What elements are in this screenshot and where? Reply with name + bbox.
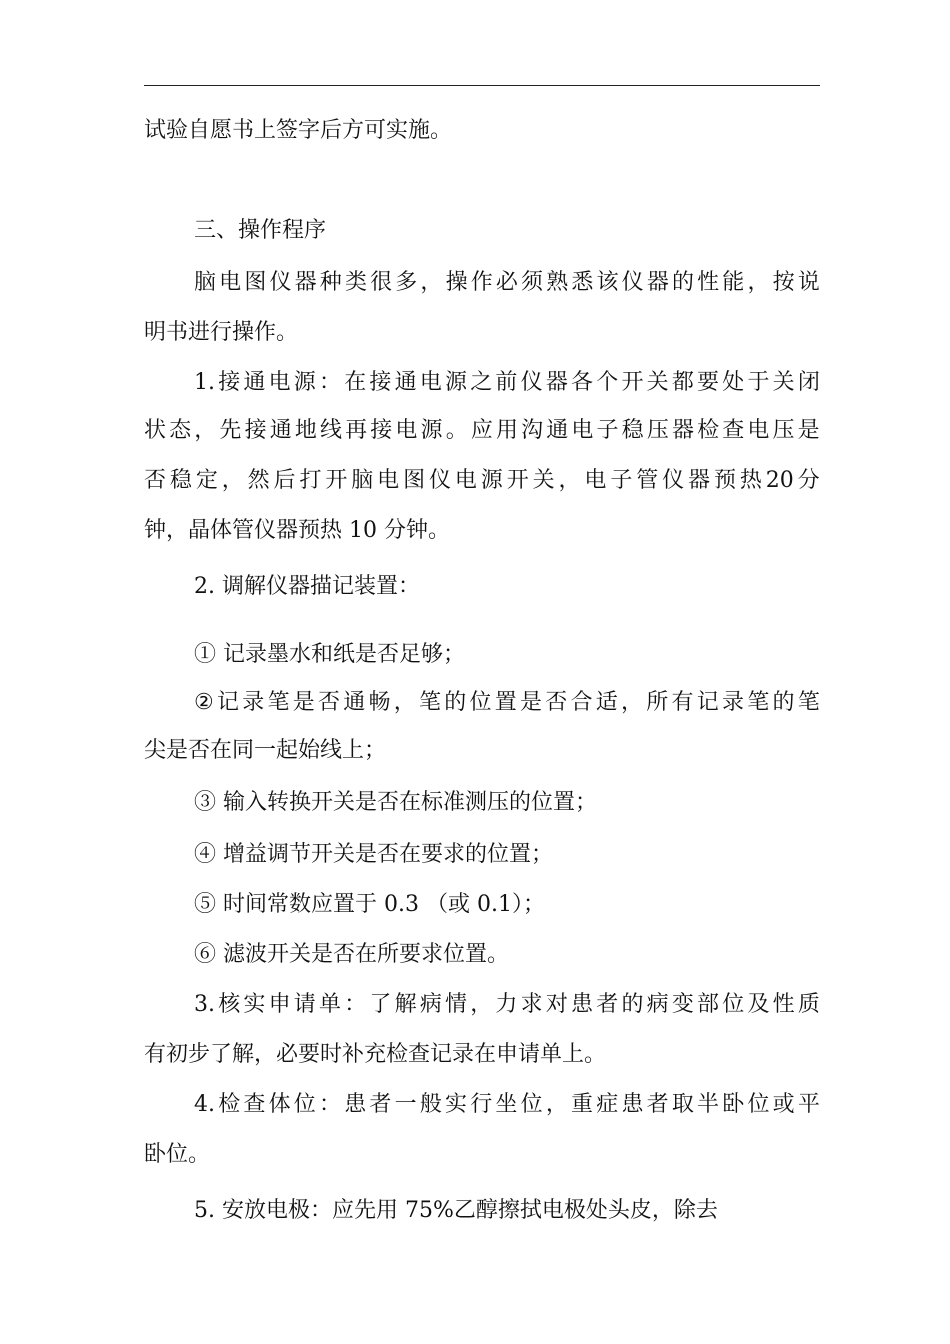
step-1-line-3 <box>144 466 820 496</box>
glyph: 电 <box>268 370 291 395</box>
glyph: 3. <box>194 992 215 1017</box>
glyph: ： <box>344 992 367 1017</box>
glyph: 器 <box>646 270 669 295</box>
glyph: 闭 <box>797 370 820 395</box>
glyph: 接 <box>369 370 392 395</box>
glyph: 仪 <box>269 270 292 295</box>
glyph: 开 <box>506 468 529 493</box>
glyph: 种 <box>319 270 342 295</box>
glyph: 多 <box>395 270 418 295</box>
intro-para-line-2: 明书进行操作。 <box>144 320 299 345</box>
glyph: 是 <box>797 418 820 443</box>
glyph: 变 <box>671 992 694 1017</box>
glyph: 于 <box>747 370 770 395</box>
glyph: ， <box>221 468 244 493</box>
step-2-heading: 2. 调解仪器描记装置： <box>194 574 420 599</box>
intro-para-line-1 <box>194 268 820 298</box>
step-2-item-6: ⑥ 滤波开关是否在所要求位置。 <box>194 942 509 967</box>
glyph: 通 <box>546 418 569 443</box>
glyph: 性 <box>697 270 720 295</box>
glyph: 通 <box>269 418 292 443</box>
glyph: 否 <box>144 468 167 493</box>
step-4-line-1 <box>194 1090 820 1120</box>
step-1-line-2 <box>144 416 820 446</box>
glyph: ， <box>620 690 643 715</box>
glyph: 开 <box>621 370 644 395</box>
glyph: 否 <box>545 690 568 715</box>
glyph: 解 <box>394 992 417 1017</box>
glyph: ， <box>393 690 416 715</box>
glyph: 源 <box>480 468 503 493</box>
glyph: ： <box>319 370 342 395</box>
glyph: 接 <box>244 418 267 443</box>
step-2-item-3: ③ 输入转换开关是否在标准测压的位置； <box>194 790 597 815</box>
step-2-item-5: ⑤ 时间常数应置于 0.3 （或 0.1）； <box>194 892 545 917</box>
glyph: 患 <box>621 1092 644 1117</box>
glyph: 预 <box>713 468 736 493</box>
glyph: 坐 <box>495 1092 518 1117</box>
glyph: 患 <box>344 1092 367 1117</box>
glyph: 图 <box>403 468 426 493</box>
glyph: 作 <box>470 270 493 295</box>
glyph: 熟 <box>546 270 569 295</box>
glyph: 位 <box>747 1092 770 1117</box>
glyph: 是 <box>519 690 542 715</box>
glyph: 子 <box>610 468 633 493</box>
glyph: 是 <box>292 690 315 715</box>
glyph: 脑 <box>194 270 217 295</box>
glyph: 电 <box>395 418 418 443</box>
glyph: 对 <box>545 992 568 1017</box>
glyph: 笔 <box>418 690 441 715</box>
glyph: 仪 <box>662 468 685 493</box>
glyph: 器 <box>671 418 694 443</box>
glyph: 者 <box>369 1092 392 1117</box>
glyph: 器 <box>545 370 568 395</box>
glyph: 4. <box>194 1092 215 1117</box>
glyph: 仪 <box>428 468 451 493</box>
glyph: 电 <box>747 418 770 443</box>
step-2-item-1: ① 记录墨水和纸是否足够； <box>194 642 465 667</box>
step-3-line-2: 有初步了解，必要时补充检查记录在申请单上。 <box>144 1042 607 1067</box>
step-1-line-1 <box>194 368 820 398</box>
glyph: 单 <box>319 992 342 1017</box>
glyph: 先 <box>219 418 242 443</box>
glyph: 源 <box>293 370 316 395</box>
glyph: 所 <box>646 690 669 715</box>
glyph: 的 <box>772 690 795 715</box>
glyph: 关 <box>772 370 795 395</box>
glyph: 求 <box>520 992 543 1017</box>
glyph: 电 <box>419 370 442 395</box>
glyph: ， <box>558 468 581 493</box>
glyph: 的 <box>671 270 694 295</box>
glyph: 了 <box>369 992 392 1017</box>
glyph: 能 <box>722 270 745 295</box>
glyph: 病 <box>646 992 669 1017</box>
glyph: ： <box>319 1092 342 1117</box>
step-4-line-2: 卧位。 <box>144 1142 211 1167</box>
glyph: 子 <box>596 418 619 443</box>
step-2-item-2-line-1 <box>194 688 820 718</box>
glyph: 性 <box>772 992 795 1017</box>
glyph: 个 <box>596 370 619 395</box>
glyph: 器 <box>294 270 317 295</box>
glyph: 热 <box>739 468 762 493</box>
glyph: 1. <box>194 370 215 395</box>
glyph: 接 <box>218 370 241 395</box>
glyph: 有 <box>671 690 694 715</box>
glyph: 类 <box>344 270 367 295</box>
glyph: 接 <box>370 418 393 443</box>
glyph: 按 <box>772 270 795 295</box>
glyph: 分 <box>797 468 820 493</box>
glyph: ， <box>194 418 217 443</box>
glyph: 20 <box>765 468 794 493</box>
glyph: 很 <box>370 270 393 295</box>
glyph: 地 <box>294 418 317 443</box>
glyph: 关 <box>646 370 669 395</box>
glyph: 仪 <box>621 270 644 295</box>
glyph: 力 <box>495 992 518 1017</box>
glyph: 者 <box>646 1092 669 1117</box>
glyph: 脑 <box>351 468 374 493</box>
glyph: 查 <box>722 418 745 443</box>
glyph: 压 <box>646 418 669 443</box>
glyph: 记 <box>216 690 239 715</box>
glyph: 情 <box>445 992 468 1017</box>
glyph: 仪 <box>520 370 543 395</box>
step-3-line-1 <box>194 990 820 1020</box>
glyph: 位 <box>722 992 745 1017</box>
glyph: 都 <box>671 370 694 395</box>
glyph: 应 <box>470 418 493 443</box>
glyph: 前 <box>495 370 518 395</box>
glyph: 源 <box>420 418 443 443</box>
glyph: 查 <box>243 1092 266 1117</box>
glyph: 开 <box>325 468 348 493</box>
glyph: 般 <box>419 1092 442 1117</box>
glyph: 关 <box>532 468 555 493</box>
glyph: 电 <box>571 418 594 443</box>
glyph: 定 <box>195 468 218 493</box>
glyph: 笔 <box>797 690 820 715</box>
glyph: 线 <box>319 418 342 443</box>
glyph: 或 <box>772 1092 795 1117</box>
glyph: 电 <box>454 468 477 493</box>
step-2-item-2-line-2: 尖是否在同一起始线上； <box>144 738 387 763</box>
glyph: 体 <box>268 1092 291 1117</box>
glyph: 态 <box>169 418 192 443</box>
glyph: 患 <box>571 992 594 1017</box>
glyph: ， <box>545 1092 568 1117</box>
header-rule <box>144 85 820 86</box>
glyph: 录 <box>242 690 265 715</box>
glyph: 录 <box>721 690 744 715</box>
glyph: 要 <box>697 370 720 395</box>
glyph: 稳 <box>621 418 644 443</box>
glyph: ， <box>747 270 770 295</box>
glyph: 位 <box>520 1092 543 1117</box>
glyph: 沟 <box>521 418 544 443</box>
glyph: 的 <box>621 992 644 1017</box>
step-5-line-1: 5. 安放电极：应先用 75%乙醇擦拭电极处头皮，除去 <box>194 1198 718 1223</box>
glyph: 畅 <box>368 690 391 715</box>
glyph: 检 <box>218 1092 241 1117</box>
glyph: 压 <box>772 418 795 443</box>
glyph: 病 <box>419 992 442 1017</box>
glyph: 电 <box>219 270 242 295</box>
glyph: 实 <box>445 1092 468 1117</box>
glyph: 再 <box>345 418 368 443</box>
glyph: 核 <box>218 992 241 1017</box>
glyph: 行 <box>470 1092 493 1117</box>
glyph: 用 <box>495 418 518 443</box>
glyph: 源 <box>445 370 468 395</box>
glyph: 实 <box>243 992 266 1017</box>
continuation-line: 试验自愿书上签字后方可实施。 <box>144 118 453 143</box>
glyph: 稳 <box>169 468 192 493</box>
glyph: 器 <box>688 468 711 493</box>
glyph: 及 <box>747 992 770 1017</box>
glyph: 之 <box>470 370 493 395</box>
glyph: ② <box>194 690 214 715</box>
glyph: 否 <box>317 690 340 715</box>
glyph: 通 <box>394 370 417 395</box>
glyph: 该 <box>596 270 619 295</box>
glyph: 然 <box>247 468 270 493</box>
glyph: 卧 <box>722 1092 745 1117</box>
glyph: 悉 <box>571 270 594 295</box>
glyph: 位 <box>293 1092 316 1117</box>
glyph: 图 <box>244 270 267 295</box>
glyph: 说 <box>797 270 820 295</box>
glyph: 操 <box>445 270 468 295</box>
glyph: 后 <box>273 468 296 493</box>
glyph: 笔 <box>747 690 770 715</box>
glyph: 在 <box>344 370 367 395</box>
glyph: 平 <box>797 1092 820 1117</box>
glyph: 的 <box>444 690 467 715</box>
step-1-line-4: 钟，晶体管仪器预热 10 分钟。 <box>144 518 450 543</box>
glyph: 半 <box>697 1092 720 1117</box>
glyph: 取 <box>671 1092 694 1117</box>
glyph: 记 <box>696 690 719 715</box>
glyph: 通 <box>343 690 366 715</box>
glyph: 一 <box>394 1092 417 1117</box>
glyph: 症 <box>596 1092 619 1117</box>
glyph: 电 <box>584 468 607 493</box>
glyph: ， <box>420 270 443 295</box>
glyph: 通 <box>243 370 266 395</box>
glyph: 申 <box>268 992 291 1017</box>
glyph: 必 <box>495 270 518 295</box>
glyph: 重 <box>571 1092 594 1117</box>
glyph: 位 <box>469 690 492 715</box>
glyph: 检 <box>697 418 720 443</box>
glyph: 适 <box>595 690 618 715</box>
glyph: 管 <box>636 468 659 493</box>
glyph: 质 <box>797 992 820 1017</box>
glyph: ， <box>470 992 493 1017</box>
step-2-item-4: ④ 增益调节开关是否在要求的位置； <box>194 842 553 867</box>
glyph: 请 <box>293 992 316 1017</box>
glyph: 者 <box>596 992 619 1017</box>
glyph: 部 <box>697 992 720 1017</box>
glyph: 状 <box>144 418 167 443</box>
glyph: 笔 <box>267 690 290 715</box>
glyph: 合 <box>570 690 593 715</box>
glyph: 。 <box>445 418 468 443</box>
glyph: 处 <box>722 370 745 395</box>
glyph: 打 <box>299 468 322 493</box>
glyph: 须 <box>521 270 544 295</box>
glyph: 电 <box>377 468 400 493</box>
glyph: 置 <box>494 690 517 715</box>
glyph: 各 <box>571 370 594 395</box>
section-heading: 三、操作程序 <box>194 218 327 243</box>
